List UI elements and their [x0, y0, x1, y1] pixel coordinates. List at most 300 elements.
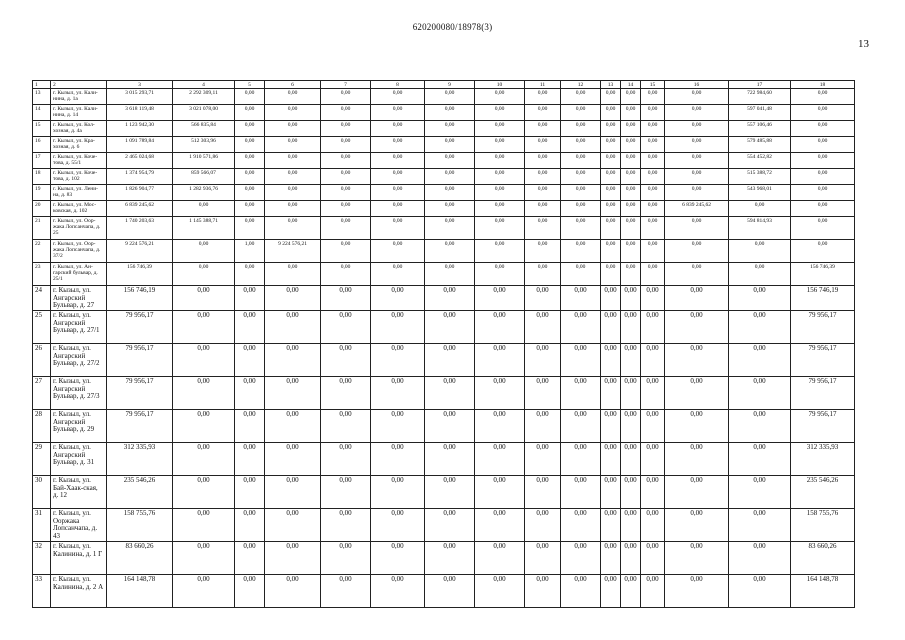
value-cell: 0,00: [621, 377, 641, 410]
value-cell: 0,00: [475, 89, 525, 105]
row-number-cell: 27: [33, 377, 51, 410]
value-cell: 579 485,88: [729, 137, 791, 153]
value-cell: 0,00: [321, 169, 371, 185]
value-cell: 164 148,78: [107, 575, 173, 608]
value-cell: 0,00: [525, 121, 561, 137]
value-cell: 0,00: [235, 509, 265, 542]
value-cell: 83 660,26: [107, 542, 173, 575]
address-cell: г. Кызыл, ул. Ооржака Лопсанчапа, д. 43: [51, 509, 107, 542]
value-cell: 0,00: [475, 344, 525, 377]
column-header: 9: [425, 81, 475, 89]
value-cell: 0,00: [321, 105, 371, 121]
value-cell: 0,00: [621, 263, 641, 286]
value-cell: 0,00: [371, 476, 425, 509]
value-cell: 0,00: [265, 410, 321, 443]
value-cell: 0,00: [425, 263, 475, 286]
value-cell: 0,00: [601, 105, 621, 121]
value-cell: 0,00: [173, 377, 235, 410]
value-cell: 3 021 078,00: [173, 105, 235, 121]
value-cell: 0,00: [371, 410, 425, 443]
value-cell: 0,00: [791, 217, 855, 240]
row-number-cell: 20: [33, 201, 51, 217]
value-cell: 0,00: [621, 410, 641, 443]
value-cell: 0,00: [729, 443, 791, 476]
row-number-cell: 25: [33, 311, 51, 344]
value-cell: 0,00: [475, 476, 525, 509]
value-cell: 0,00: [641, 240, 665, 263]
value-cell: 0,00: [621, 476, 641, 509]
value-cell: 0,00: [561, 169, 601, 185]
value-cell: 0,00: [665, 121, 729, 137]
value-cell: 0,00: [321, 542, 371, 575]
row-number-cell: 28: [33, 410, 51, 443]
value-cell: 0,00: [371, 263, 425, 286]
address-cell: г. Кызыл, ул. Калинина, д. 2 А: [51, 575, 107, 608]
value-cell: 0,00: [235, 344, 265, 377]
value-cell: 0,00: [321, 217, 371, 240]
value-cell: 0,00: [561, 263, 601, 286]
value-cell: 0,00: [621, 575, 641, 608]
value-cell: 0,00: [235, 121, 265, 137]
value-cell: 312 335,93: [107, 443, 173, 476]
value-cell: 0,00: [173, 410, 235, 443]
row-number-cell: 24: [33, 286, 51, 311]
value-cell: 0,00: [235, 137, 265, 153]
table-row: [33, 185, 855, 201]
row-number-cell: 23: [33, 263, 51, 286]
column-header: 3: [107, 81, 173, 89]
address-cell: г. Кызыл, ул. Оор-жака Лопсанчапа, д. 25: [51, 217, 107, 240]
value-cell: 543 968,01: [729, 185, 791, 201]
value-cell: 859 566,07: [173, 169, 235, 185]
row-number-cell: 22: [33, 240, 51, 263]
value-cell: 0,00: [561, 509, 601, 542]
value-cell: 0,00: [561, 311, 601, 344]
data-table: [32, 80, 855, 608]
value-cell: 0,00: [265, 542, 321, 575]
address-cell: г. Кызыл, ул. Оор-жака Лопсанчапа, д. 37/2: [51, 240, 107, 263]
address-cell: г. Кызыл, ул. Ангарский Бульвар, д. 27: [51, 286, 107, 311]
value-cell: 0,00: [321, 263, 371, 286]
value-cell: 1 145 388,71: [173, 217, 235, 240]
value-cell: 0,00: [641, 185, 665, 201]
row-number-cell: 16: [33, 137, 51, 153]
value-cell: 0,00: [601, 377, 621, 410]
value-cell: 0,00: [641, 89, 665, 105]
row-number-cell: 30: [33, 476, 51, 509]
value-cell: 0,00: [425, 344, 475, 377]
value-cell: 0,00: [641, 217, 665, 240]
value-cell: 0,00: [371, 377, 425, 410]
value-cell: 0,00: [235, 410, 265, 443]
column-header: 14: [621, 81, 641, 89]
value-cell: 79 956,17: [107, 311, 173, 344]
value-cell: 0,00: [425, 105, 475, 121]
value-cell: 0,00: [321, 377, 371, 410]
value-cell: 0,00: [525, 217, 561, 240]
value-cell: 0,00: [641, 286, 665, 311]
value-cell: 0,00: [321, 344, 371, 377]
value-cell: 0,00: [265, 344, 321, 377]
column-header: 13: [601, 81, 621, 89]
table-row: [33, 169, 855, 185]
value-cell: 0,00: [641, 121, 665, 137]
value-cell: 0,00: [371, 443, 425, 476]
value-cell: 0,00: [665, 575, 729, 608]
value-cell: 0,00: [621, 201, 641, 217]
header-row: [33, 81, 855, 89]
value-cell: 1 123 942,30: [107, 121, 173, 137]
value-cell: 0,00: [475, 217, 525, 240]
value-cell: 235 546,26: [107, 476, 173, 509]
value-cell: 0,00: [265, 137, 321, 153]
row-number-cell: 33: [33, 575, 51, 608]
value-cell: 0,00: [265, 443, 321, 476]
value-cell: 0,00: [621, 286, 641, 311]
column-header: 17: [729, 81, 791, 89]
value-cell: 0,00: [621, 185, 641, 201]
address-cell: г. Кызыл, ул. Бай-Хаак-ская, д. 12: [51, 476, 107, 509]
value-cell: 0,00: [665, 509, 729, 542]
value-cell: 597 041,48: [729, 105, 791, 121]
value-cell: 0,00: [561, 201, 601, 217]
value-cell: 0,00: [475, 121, 525, 137]
document-id: 620200080/18978(3): [412, 22, 493, 32]
row-number-cell: 26: [33, 344, 51, 377]
value-cell: 0,00: [475, 410, 525, 443]
table-row: [33, 137, 855, 153]
value-cell: 0,00: [525, 89, 561, 105]
value-cell: 0,00: [425, 410, 475, 443]
table-row: [33, 240, 855, 263]
value-cell: 0,00: [525, 137, 561, 153]
value-cell: 3 618 119,48: [107, 105, 173, 121]
value-cell: 0,00: [235, 169, 265, 185]
value-cell: 0,00: [235, 89, 265, 105]
row-number-cell: 15: [33, 121, 51, 137]
value-cell: 0,00: [561, 542, 601, 575]
page-number: 13: [858, 38, 869, 50]
value-cell: 0,00: [729, 311, 791, 344]
value-cell: 0,00: [525, 201, 561, 217]
value-cell: 0,00: [601, 89, 621, 105]
value-cell: 0,00: [601, 443, 621, 476]
value-cell: 0,00: [371, 217, 425, 240]
value-cell: 0,00: [425, 575, 475, 608]
value-cell: 0,00: [561, 344, 601, 377]
value-cell: 0,00: [475, 575, 525, 608]
value-cell: 79 956,17: [107, 410, 173, 443]
value-cell: 156 746,19: [107, 286, 173, 311]
address-cell: г. Кызыл, ул. Ангарский Бульвар, д. 27/2: [51, 344, 107, 377]
value-cell: 0,00: [621, 105, 641, 121]
row-number-cell: 32: [33, 542, 51, 575]
value-cell: 0,00: [321, 476, 371, 509]
value-cell: 164 148,78: [791, 575, 855, 608]
value-cell: 0,00: [475, 311, 525, 344]
value-cell: 0,00: [561, 410, 601, 443]
value-cell: 557 106,46: [729, 121, 791, 137]
value-cell: 79 956,17: [107, 377, 173, 410]
value-cell: 158 755,76: [107, 509, 173, 542]
value-cell: 0,00: [601, 121, 621, 137]
value-cell: 0,00: [621, 311, 641, 344]
value-cell: 0,00: [665, 443, 729, 476]
value-cell: 0,00: [641, 443, 665, 476]
value-cell: 0,00: [665, 263, 729, 286]
row-number-cell: 29: [33, 443, 51, 476]
value-cell: 0,00: [641, 105, 665, 121]
row-number-cell: 19: [33, 185, 51, 201]
value-cell: 0,00: [173, 542, 235, 575]
value-cell: 0,00: [601, 575, 621, 608]
value-cell: 0,00: [173, 476, 235, 509]
value-cell: 0,00: [601, 410, 621, 443]
value-cell: 0,00: [525, 509, 561, 542]
value-cell: 0,00: [371, 240, 425, 263]
value-cell: 0,00: [729, 509, 791, 542]
value-cell: 0,00: [475, 509, 525, 542]
value-cell: 0,00: [791, 169, 855, 185]
table-row: [33, 263, 855, 286]
value-cell: 0,00: [371, 185, 425, 201]
value-cell: 0,00: [601, 344, 621, 377]
value-cell: 156 746,19: [791, 286, 855, 311]
value-cell: 0,00: [561, 443, 601, 476]
value-cell: 0,00: [173, 509, 235, 542]
value-cell: 0,00: [475, 185, 525, 201]
value-cell: 0,00: [665, 286, 729, 311]
value-cell: 0,00: [173, 286, 235, 311]
value-cell: 0,00: [173, 263, 235, 286]
value-cell: 0,00: [641, 169, 665, 185]
address-cell: г. Кызыл, ул. Ангарский Бульвар, д. 31: [51, 443, 107, 476]
value-cell: 9 224 576,21: [265, 240, 321, 263]
value-cell: 0,00: [601, 185, 621, 201]
value-cell: 515 388,72: [729, 169, 791, 185]
value-cell: 0,00: [265, 89, 321, 105]
value-cell: 0,00: [791, 201, 855, 217]
value-cell: 79 956,17: [791, 344, 855, 377]
value-cell: 0,00: [525, 286, 561, 311]
value-cell: 0,00: [601, 169, 621, 185]
value-cell: 0,00: [665, 410, 729, 443]
value-cell: 0,00: [561, 286, 601, 311]
table-row: [33, 344, 855, 377]
value-cell: 0,00: [561, 185, 601, 201]
table-row: [33, 509, 855, 542]
value-cell: 1 091 789,84: [107, 137, 173, 153]
value-cell: 594 814,93: [729, 217, 791, 240]
value-cell: 0,00: [235, 217, 265, 240]
value-cell: 0,00: [791, 89, 855, 105]
value-cell: 0,00: [525, 410, 561, 443]
value-cell: 554 452,82: [729, 153, 791, 169]
value-cell: 0,00: [235, 286, 265, 311]
value-cell: 0,00: [561, 137, 601, 153]
value-cell: 0,00: [621, 217, 641, 240]
value-cell: 0,00: [475, 542, 525, 575]
value-cell: 0,00: [173, 201, 235, 217]
column-header: 2: [51, 81, 107, 89]
value-cell: 0,00: [425, 201, 475, 217]
value-cell: 0,00: [665, 153, 729, 169]
value-cell: 0,00: [641, 509, 665, 542]
value-cell: 0,00: [791, 185, 855, 201]
value-cell: 0,00: [235, 311, 265, 344]
value-cell: 0,00: [561, 377, 601, 410]
value-cell: 0,00: [621, 169, 641, 185]
value-cell: 0,00: [425, 476, 475, 509]
value-cell: 0,00: [791, 121, 855, 137]
value-cell: 0,00: [371, 153, 425, 169]
value-cell: 0,00: [371, 201, 425, 217]
value-cell: 0,00: [321, 443, 371, 476]
value-cell: 0,00: [371, 542, 425, 575]
value-cell: 0,00: [621, 344, 641, 377]
table-row: [33, 410, 855, 443]
value-cell: 0,00: [561, 240, 601, 263]
value-cell: 0,00: [425, 443, 475, 476]
value-cell: 0,00: [475, 443, 525, 476]
value-cell: 0,00: [235, 377, 265, 410]
value-cell: 0,00: [621, 153, 641, 169]
value-cell: 0,00: [621, 89, 641, 105]
value-cell: 0,00: [425, 311, 475, 344]
table-row: [33, 311, 855, 344]
column-header: 4: [173, 81, 235, 89]
value-cell: 0,00: [791, 137, 855, 153]
value-cell: 0,00: [525, 344, 561, 377]
value-cell: 0,00: [235, 201, 265, 217]
value-cell: 0,00: [621, 240, 641, 263]
table-row: [33, 201, 855, 217]
value-cell: 0,00: [265, 169, 321, 185]
value-cell: 0,00: [371, 344, 425, 377]
value-cell: 722 984,60: [729, 89, 791, 105]
value-cell: 0,00: [475, 263, 525, 286]
value-cell: 0,00: [475, 201, 525, 217]
value-cell: 0,00: [265, 286, 321, 311]
value-cell: 0,00: [791, 105, 855, 121]
row-number-cell: 18: [33, 169, 51, 185]
value-cell: 0,00: [601, 476, 621, 509]
value-cell: 0,00: [321, 121, 371, 137]
value-cell: 0,00: [665, 377, 729, 410]
value-cell: 0,00: [729, 476, 791, 509]
value-cell: 0,00: [601, 137, 621, 153]
value-cell: 0,00: [265, 311, 321, 344]
value-cell: 0,00: [475, 377, 525, 410]
column-header: 11: [525, 81, 561, 89]
value-cell: 156 746,39: [107, 263, 173, 286]
value-cell: 0,00: [371, 105, 425, 121]
value-cell: 0,00: [729, 377, 791, 410]
column-header: 7: [321, 81, 371, 89]
address-cell: г. Кызыл, ул. Ангарский Бульвар, д. 29: [51, 410, 107, 443]
value-cell: 0,00: [235, 263, 265, 286]
value-cell: 0,00: [641, 476, 665, 509]
value-cell: 0,00: [665, 542, 729, 575]
value-cell: 0,00: [321, 137, 371, 153]
value-cell: 0,00: [265, 217, 321, 240]
value-cell: 0,00: [641, 311, 665, 344]
column-header: 8: [371, 81, 425, 89]
table-row: [33, 542, 855, 575]
value-cell: 156 746,39: [791, 263, 855, 286]
value-cell: 0,00: [265, 377, 321, 410]
value-cell: 0,00: [235, 153, 265, 169]
column-header: 15: [641, 81, 665, 89]
value-cell: 0,00: [425, 121, 475, 137]
value-cell: 0,00: [425, 217, 475, 240]
value-cell: 0,00: [321, 201, 371, 217]
value-cell: 0,00: [475, 137, 525, 153]
address-cell: г. Кызыл, ул. Лени-на, д. 83: [51, 185, 107, 201]
row-number-cell: 13: [33, 89, 51, 105]
value-cell: 0,00: [665, 476, 729, 509]
value-cell: 0,00: [425, 377, 475, 410]
value-cell: 0,00: [235, 476, 265, 509]
value-cell: 0,00: [665, 137, 729, 153]
value-cell: 0,00: [235, 105, 265, 121]
value-cell: 0,00: [525, 240, 561, 263]
row-number-cell: 31: [33, 509, 51, 542]
value-cell: 0,00: [371, 509, 425, 542]
value-cell: 0,00: [371, 311, 425, 344]
value-cell: 0,00: [173, 575, 235, 608]
value-cell: 0,00: [525, 575, 561, 608]
value-cell: 9 224 576,21: [107, 240, 173, 263]
value-cell: 0,00: [321, 286, 371, 311]
value-cell: 0,00: [475, 286, 525, 311]
table-row: [33, 377, 855, 410]
value-cell: 0,00: [425, 169, 475, 185]
value-cell: 0,00: [641, 201, 665, 217]
value-cell: 0,00: [601, 311, 621, 344]
value-cell: 0,00: [665, 344, 729, 377]
value-cell: 0,00: [525, 153, 561, 169]
value-cell: 0,00: [641, 575, 665, 608]
table-row: [33, 443, 855, 476]
value-cell: 0,00: [265, 121, 321, 137]
value-cell: 0,00: [235, 443, 265, 476]
value-cell: 1 826 904,77: [107, 185, 173, 201]
value-cell: 0,00: [173, 311, 235, 344]
value-cell: 0,00: [641, 153, 665, 169]
value-cell: 0,00: [265, 476, 321, 509]
value-cell: 0,00: [729, 542, 791, 575]
value-cell: 0,00: [265, 263, 321, 286]
value-cell: 0,00: [321, 410, 371, 443]
value-cell: 0,00: [173, 443, 235, 476]
value-cell: 0,00: [729, 263, 791, 286]
value-cell: 512 303,96: [173, 137, 235, 153]
address-cell: г. Кызыл, ул. Кра-хозная, д. 6: [51, 137, 107, 153]
value-cell: 0,00: [425, 153, 475, 169]
value-cell: 0,00: [425, 185, 475, 201]
value-cell: 0,00: [621, 509, 641, 542]
value-cell: 0,00: [265, 105, 321, 121]
value-cell: 0,00: [525, 443, 561, 476]
value-cell: 79 956,17: [791, 311, 855, 344]
value-cell: 0,00: [265, 575, 321, 608]
value-cell: 0,00: [601, 509, 621, 542]
address-cell: г. Кызыл, ул. Кали-нина, д. 14: [51, 105, 107, 121]
table-row: [33, 575, 855, 608]
table-row: [33, 105, 855, 121]
value-cell: 0,00: [601, 153, 621, 169]
